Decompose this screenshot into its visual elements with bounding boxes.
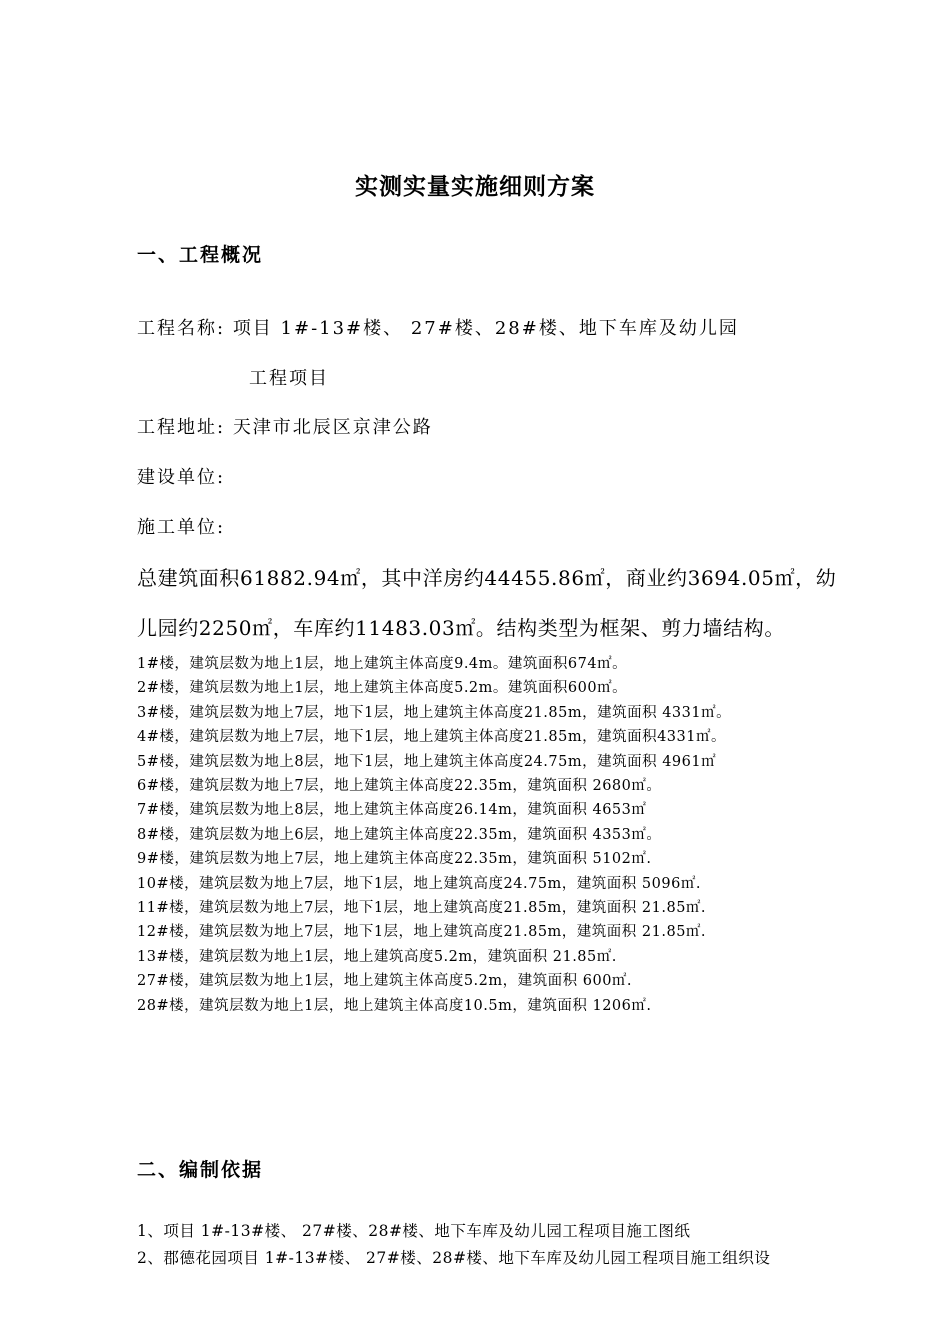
document-title: 实测实量实施细则方案 xyxy=(355,174,595,200)
project-name-value: 项目 1#-13#楼、 27#楼、28#楼、地下车库及幼儿园 xyxy=(232,318,739,339)
basis-item: 1、项目 1#-13#楼、 27#楼、28#楼、地下车库及幼儿园工程项目施工图纸 xyxy=(137,1222,691,1240)
project-name-continuation: 工程项目 xyxy=(249,368,329,389)
address-value: 天津市北辰区京津公路 xyxy=(232,417,433,438)
section-heading-basis: 二、编制依据 xyxy=(137,1159,264,1181)
section-heading-overview: 一、工程概况 xyxy=(137,244,264,266)
building-item: 1#楼，建筑层数为地上1层，地上建筑主体高度9.4m。建筑面积674㎡。 xyxy=(137,656,628,672)
building-item: 6#楼，建筑层数为地上7层，地上建筑主体高度22.35m，建筑面积 2680㎡。 xyxy=(137,778,662,795)
building-item: 5#楼，建筑层数为地上8层，地下1层，地上建筑主体高度24.75m，建筑面积 4961㎡ xyxy=(137,753,717,770)
area-summary-line-2: 儿园约2250㎡，车库约11483.03㎡。结构类型为框架、剪力墙结构。 xyxy=(137,616,785,640)
project-name-row xyxy=(137,314,739,340)
basis-item: 2、郡德花园项目 1#-13#楼、 27#楼、28#楼、地下车库及幼儿园工程项目施工组织设 xyxy=(137,1249,771,1267)
building-item: 12#楼，建筑层数为地上7层，地下1层，地上建筑高度21.85m，建筑面积 21.85㎡. xyxy=(137,924,707,941)
building-item: 8#楼，建筑层数为地上6层，地上建筑主体高度22.35m，建筑面积 4353㎡。 xyxy=(137,826,662,843)
area-summary-line-1: 总建筑面积61882.94㎡，其中洋房约44455.86㎡，商业约3694.05㎡，幼 xyxy=(137,566,837,590)
building-list xyxy=(137,652,862,1018)
building-item: 28#楼，建筑层数为地上1层，地上建筑主体高度10.5m，建筑面积 1206㎡. xyxy=(137,997,652,1014)
address-row xyxy=(137,413,433,439)
building-item: 10#楼，建筑层数为地上7层，地下1层，地上建筑高度24.75m，建筑面积 5096㎡. xyxy=(137,875,701,892)
builder-label: 建设单位: xyxy=(137,467,226,488)
basis-list xyxy=(137,1218,862,1272)
contractor-label: 施工单位: xyxy=(137,517,226,538)
building-item: 4#楼，建筑层数为地上7层，地下1层，地上建筑主体高度21.85m，建筑面积4331㎡。 xyxy=(137,729,726,746)
project-name-label: 工程名称: xyxy=(137,318,226,339)
building-item: 7#楼，建筑层数为地上8层，地上建筑主体高度26.14m，建筑面积 4653㎡ xyxy=(137,802,647,819)
building-item: 13#楼，建筑层数为地上1层，地上建筑高度5.2m，建筑面积 21.85㎡. xyxy=(137,948,617,965)
building-item: 9#楼，建筑层数为地上7层，地上建筑主体高度22.35m，建筑面积 5102㎡. xyxy=(137,851,652,868)
building-item: 11#楼，建筑层数为地上7层，地下1层，地上建筑高度21.85m，建筑面积 21.85㎡. xyxy=(137,900,707,917)
building-item: 2#楼，建筑层数为地上1层，地上建筑主体高度5.2m。建筑面积600㎡。 xyxy=(137,680,628,697)
address-label: 工程地址: xyxy=(137,417,226,438)
building-item: 3#楼，建筑层数为地上7层，地下1层，地上建筑主体高度21.85m，建筑面积 4331㎡。 xyxy=(137,704,732,721)
building-item: 27#楼，建筑层数为地上1层，地上建筑主体高度5.2m，建筑面积 600㎡. xyxy=(137,973,633,990)
